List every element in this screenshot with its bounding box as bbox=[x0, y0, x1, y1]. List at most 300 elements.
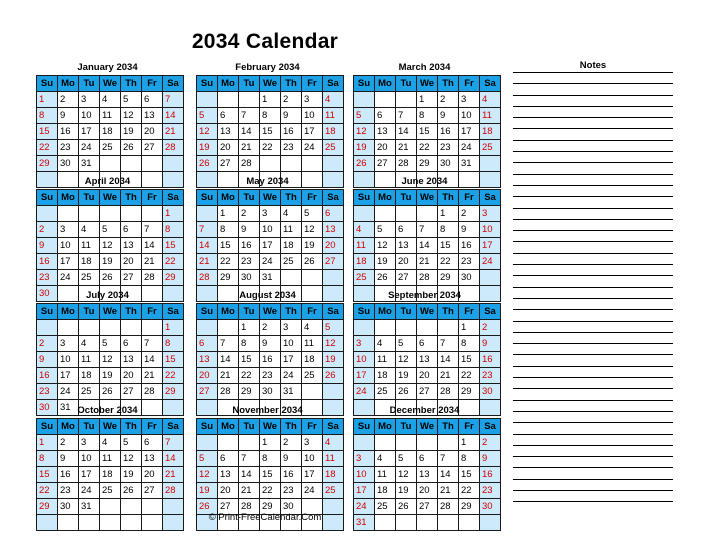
day-cell bbox=[197, 206, 218, 222]
day-cell: 24 bbox=[281, 368, 302, 384]
weekday-header: Tu bbox=[79, 419, 100, 435]
day-cell: 16 bbox=[480, 467, 501, 483]
month-calendar bbox=[196, 175, 339, 302]
day-cell: 20 bbox=[197, 368, 218, 384]
day-cell: 15 bbox=[37, 467, 58, 483]
day-cell: 2 bbox=[37, 336, 58, 352]
day-cell: 8 bbox=[218, 222, 239, 238]
month-calendar bbox=[36, 61, 179, 188]
day-cell: 10 bbox=[58, 238, 79, 254]
note-line bbox=[513, 423, 673, 434]
footer-credit: © Print-FreeCalendar.Com bbox=[208, 512, 322, 523]
day-cell: 14 bbox=[163, 108, 184, 124]
day-cell: 29 bbox=[417, 156, 438, 172]
day-cell: 22 bbox=[260, 483, 281, 499]
month-table bbox=[36, 189, 184, 302]
weekday-header: Su bbox=[354, 304, 375, 320]
day-cell: 8 bbox=[260, 108, 281, 124]
day-cell: 14 bbox=[239, 467, 260, 483]
day-cell: 19 bbox=[197, 140, 218, 156]
day-cell: 29 bbox=[239, 384, 260, 400]
weekday-header: Mo bbox=[375, 304, 396, 320]
weekday-header: Th bbox=[121, 76, 142, 92]
day-cell: 15 bbox=[260, 124, 281, 140]
day-cell: 8 bbox=[459, 336, 480, 352]
day-cell bbox=[354, 92, 375, 108]
week-row bbox=[354, 435, 501, 451]
day-cell: 9 bbox=[37, 352, 58, 368]
day-cell: 11 bbox=[79, 352, 100, 368]
month-calendar bbox=[36, 289, 179, 416]
week-row bbox=[197, 238, 344, 254]
day-cell: 1 bbox=[163, 206, 184, 222]
day-cell: 13 bbox=[396, 238, 417, 254]
weekday-header: Mo bbox=[218, 76, 239, 92]
day-cell bbox=[396, 320, 417, 336]
weekday-header: Th bbox=[121, 419, 142, 435]
day-cell: 5 bbox=[197, 451, 218, 467]
day-cell: 5 bbox=[354, 108, 375, 124]
week-row bbox=[37, 368, 184, 384]
weekday-header: Mo bbox=[58, 304, 79, 320]
day-cell: 12 bbox=[100, 238, 121, 254]
day-cell: 4 bbox=[79, 336, 100, 352]
day-cell: 19 bbox=[100, 368, 121, 384]
day-cell: 12 bbox=[396, 352, 417, 368]
weekday-header: Fr bbox=[142, 190, 163, 206]
day-cell: 8 bbox=[163, 222, 184, 238]
weekday-header: Fr bbox=[302, 190, 323, 206]
note-line bbox=[513, 107, 673, 118]
weekday-header-row bbox=[37, 76, 184, 92]
month-title: April 2034 bbox=[84, 176, 131, 187]
day-cell: 6 bbox=[375, 108, 396, 124]
day-cell: 26 bbox=[302, 254, 323, 270]
note-line bbox=[513, 175, 673, 186]
day-cell: 29 bbox=[218, 270, 239, 286]
day-cell: 26 bbox=[197, 156, 218, 172]
day-cell bbox=[417, 206, 438, 222]
month-calendar bbox=[196, 61, 339, 188]
month-title: August 2034 bbox=[239, 290, 296, 301]
day-cell bbox=[302, 156, 323, 172]
note-line bbox=[513, 389, 673, 400]
note-line bbox=[513, 186, 673, 197]
day-cell: 25 bbox=[79, 384, 100, 400]
day-cell: 9 bbox=[459, 222, 480, 238]
day-cell: 23 bbox=[281, 483, 302, 499]
day-cell: 5 bbox=[121, 92, 142, 108]
day-cell: 11 bbox=[480, 108, 501, 124]
day-cell: 1 bbox=[459, 435, 480, 451]
day-cell: 11 bbox=[375, 467, 396, 483]
note-line bbox=[513, 480, 673, 491]
day-cell: 30 bbox=[480, 499, 501, 515]
weekday-header: Fr bbox=[459, 76, 480, 92]
day-cell: 2 bbox=[438, 92, 459, 108]
day-cell: 2 bbox=[239, 206, 260, 222]
day-cell: 21 bbox=[438, 368, 459, 384]
day-cell: 29 bbox=[163, 270, 184, 286]
day-cell: 20 bbox=[323, 238, 344, 254]
weekday-header-row bbox=[37, 190, 184, 206]
day-cell: 12 bbox=[396, 467, 417, 483]
day-cell: 11 bbox=[323, 451, 344, 467]
weekday-header: Th bbox=[438, 190, 459, 206]
weekday-header: Tu bbox=[396, 190, 417, 206]
day-cell: 7 bbox=[163, 435, 184, 451]
week-row bbox=[197, 254, 344, 270]
day-cell: 19 bbox=[197, 483, 218, 499]
notes-title: Notes bbox=[513, 60, 673, 73]
day-cell: 6 bbox=[218, 108, 239, 124]
day-cell: 2 bbox=[281, 92, 302, 108]
day-cell: 23 bbox=[480, 368, 501, 384]
day-cell bbox=[197, 92, 218, 108]
day-cell: 14 bbox=[218, 352, 239, 368]
day-cell: 6 bbox=[323, 206, 344, 222]
day-cell: 23 bbox=[37, 384, 58, 400]
note-line bbox=[513, 96, 673, 107]
day-cell: 24 bbox=[459, 140, 480, 156]
month-title: February 2034 bbox=[235, 62, 300, 73]
day-cell: 18 bbox=[375, 368, 396, 384]
week-row bbox=[197, 435, 344, 451]
day-cell: 13 bbox=[417, 352, 438, 368]
day-cell: 28 bbox=[197, 270, 218, 286]
day-cell: 19 bbox=[354, 140, 375, 156]
day-cell: 31 bbox=[354, 515, 375, 531]
day-cell: 2 bbox=[58, 435, 79, 451]
weekday-header: Sa bbox=[323, 76, 344, 92]
day-cell: 14 bbox=[239, 124, 260, 140]
day-cell: 9 bbox=[281, 108, 302, 124]
day-cell: 31 bbox=[260, 270, 281, 286]
day-cell: 2 bbox=[260, 320, 281, 336]
day-cell: 29 bbox=[163, 384, 184, 400]
day-cell: 6 bbox=[218, 451, 239, 467]
weekday-header: Mo bbox=[218, 190, 239, 206]
week-row bbox=[37, 108, 184, 124]
day-cell: 7 bbox=[142, 222, 163, 238]
weekday-header: Th bbox=[438, 304, 459, 320]
day-cell: 6 bbox=[396, 222, 417, 238]
day-cell bbox=[396, 206, 417, 222]
weekday-header: Sa bbox=[480, 76, 501, 92]
day-cell: 17 bbox=[79, 467, 100, 483]
day-cell: 30 bbox=[37, 400, 58, 416]
day-cell: 28 bbox=[163, 483, 184, 499]
day-cell: 21 bbox=[142, 254, 163, 270]
note-line bbox=[513, 457, 673, 468]
day-cell: 31 bbox=[79, 499, 100, 515]
month-table bbox=[36, 303, 184, 416]
week-row bbox=[354, 270, 501, 286]
week-row bbox=[354, 483, 501, 499]
weekday-header: Sa bbox=[163, 190, 184, 206]
day-cell: 3 bbox=[354, 451, 375, 467]
day-cell: 3 bbox=[302, 92, 323, 108]
week-row bbox=[197, 483, 344, 499]
day-cell: 4 bbox=[480, 92, 501, 108]
day-cell: 8 bbox=[37, 451, 58, 467]
week-row bbox=[197, 270, 344, 286]
day-cell: 1 bbox=[37, 435, 58, 451]
week-row bbox=[354, 108, 501, 124]
weekday-header: Tu bbox=[396, 304, 417, 320]
note-line bbox=[513, 276, 673, 287]
day-cell bbox=[100, 206, 121, 222]
day-cell: 9 bbox=[480, 451, 501, 467]
note-line bbox=[513, 333, 673, 344]
day-cell: 25 bbox=[281, 254, 302, 270]
week-row bbox=[197, 467, 344, 483]
weekday-header: We bbox=[260, 304, 281, 320]
day-cell: 14 bbox=[438, 467, 459, 483]
week-row bbox=[37, 483, 184, 499]
month-calendar bbox=[353, 175, 496, 302]
weekday-header: Tu bbox=[239, 190, 260, 206]
note-line bbox=[513, 254, 673, 265]
day-cell: 20 bbox=[218, 483, 239, 499]
day-cell: 18 bbox=[354, 254, 375, 270]
day-cell: 5 bbox=[396, 451, 417, 467]
day-cell: 30 bbox=[239, 270, 260, 286]
day-cell: 30 bbox=[459, 270, 480, 286]
day-cell: 8 bbox=[163, 336, 184, 352]
weekday-header-row bbox=[197, 76, 344, 92]
day-cell: 6 bbox=[121, 222, 142, 238]
day-cell: 10 bbox=[281, 336, 302, 352]
day-cell: 22 bbox=[459, 368, 480, 384]
day-cell: 27 bbox=[121, 384, 142, 400]
day-cell: 29 bbox=[459, 499, 480, 515]
month-calendar bbox=[353, 61, 496, 188]
day-cell: 16 bbox=[438, 124, 459, 140]
day-cell: 30 bbox=[281, 499, 302, 515]
day-cell: 7 bbox=[417, 222, 438, 238]
weekday-header-row bbox=[354, 190, 501, 206]
week-row bbox=[37, 435, 184, 451]
weekday-header: Fr bbox=[142, 304, 163, 320]
day-cell bbox=[354, 320, 375, 336]
day-cell: 29 bbox=[459, 384, 480, 400]
day-cell: 7 bbox=[239, 108, 260, 124]
week-row bbox=[197, 124, 344, 140]
week-row bbox=[37, 270, 184, 286]
week-row bbox=[197, 222, 344, 238]
day-cell: 26 bbox=[354, 156, 375, 172]
note-line bbox=[513, 231, 673, 242]
day-cell: 5 bbox=[100, 336, 121, 352]
day-cell bbox=[163, 156, 184, 172]
day-cell: 21 bbox=[438, 483, 459, 499]
week-row bbox=[354, 368, 501, 384]
week-row bbox=[197, 92, 344, 108]
day-cell: 5 bbox=[375, 222, 396, 238]
day-cell: 20 bbox=[142, 124, 163, 140]
day-cell: 26 bbox=[121, 483, 142, 499]
day-cell: 9 bbox=[438, 108, 459, 124]
day-cell: 6 bbox=[417, 451, 438, 467]
weekday-header: Tu bbox=[79, 190, 100, 206]
month-table bbox=[353, 303, 501, 416]
day-cell: 23 bbox=[58, 483, 79, 499]
day-cell bbox=[281, 270, 302, 286]
day-cell: 12 bbox=[197, 467, 218, 483]
day-cell: 1 bbox=[239, 320, 260, 336]
day-cell: 15 bbox=[163, 238, 184, 254]
day-cell: 17 bbox=[354, 368, 375, 384]
day-cell: 21 bbox=[218, 368, 239, 384]
note-line bbox=[513, 73, 673, 84]
day-cell: 22 bbox=[417, 140, 438, 156]
day-cell: 25 bbox=[302, 368, 323, 384]
week-row bbox=[197, 336, 344, 352]
day-cell: 19 bbox=[121, 467, 142, 483]
note-line bbox=[513, 355, 673, 366]
day-cell: 15 bbox=[438, 238, 459, 254]
day-cell: 14 bbox=[142, 352, 163, 368]
day-cell: 16 bbox=[239, 238, 260, 254]
day-cell: 27 bbox=[375, 156, 396, 172]
day-cell: 7 bbox=[163, 92, 184, 108]
day-cell: 16 bbox=[480, 352, 501, 368]
day-cell bbox=[37, 206, 58, 222]
day-cell: 27 bbox=[396, 270, 417, 286]
day-cell: 3 bbox=[79, 435, 100, 451]
day-cell: 3 bbox=[58, 336, 79, 352]
day-cell: 20 bbox=[218, 140, 239, 156]
day-cell bbox=[142, 320, 163, 336]
day-cell: 3 bbox=[354, 336, 375, 352]
weekday-header: Tu bbox=[79, 304, 100, 320]
week-row bbox=[197, 320, 344, 336]
day-cell: 23 bbox=[459, 254, 480, 270]
day-cell: 26 bbox=[100, 270, 121, 286]
note-line bbox=[513, 118, 673, 129]
day-cell: 28 bbox=[438, 499, 459, 515]
day-cell bbox=[218, 435, 239, 451]
day-cell: 31 bbox=[79, 156, 100, 172]
day-cell: 18 bbox=[79, 368, 100, 384]
day-cell: 1 bbox=[218, 206, 239, 222]
week-row bbox=[37, 320, 184, 336]
day-cell: 12 bbox=[121, 451, 142, 467]
day-cell: 20 bbox=[121, 368, 142, 384]
month-title: May 2034 bbox=[246, 176, 289, 187]
day-cell: 3 bbox=[281, 320, 302, 336]
weekday-header: Su bbox=[354, 76, 375, 92]
day-cell: 30 bbox=[438, 156, 459, 172]
month-table bbox=[196, 303, 344, 416]
day-cell: 28 bbox=[142, 384, 163, 400]
day-cell: 11 bbox=[79, 238, 100, 254]
day-cell: 24 bbox=[354, 384, 375, 400]
week-row bbox=[354, 124, 501, 140]
weekday-header: Sa bbox=[323, 304, 344, 320]
day-cell: 26 bbox=[323, 368, 344, 384]
note-line bbox=[513, 209, 673, 220]
day-cell: 21 bbox=[163, 467, 184, 483]
day-cell: 15 bbox=[218, 238, 239, 254]
day-cell: 22 bbox=[163, 368, 184, 384]
weekday-header: Su bbox=[197, 76, 218, 92]
day-cell: 11 bbox=[323, 108, 344, 124]
day-cell: 14 bbox=[163, 451, 184, 467]
day-cell: 16 bbox=[58, 124, 79, 140]
day-cell: 2 bbox=[281, 435, 302, 451]
day-cell: 10 bbox=[459, 108, 480, 124]
weekday-header: Sa bbox=[323, 419, 344, 435]
day-cell: 29 bbox=[438, 270, 459, 286]
day-cell: 7 bbox=[218, 336, 239, 352]
day-cell: 9 bbox=[239, 222, 260, 238]
weekday-header: Mo bbox=[218, 304, 239, 320]
weekday-header: Th bbox=[281, 419, 302, 435]
day-cell bbox=[302, 270, 323, 286]
day-cell: 15 bbox=[239, 352, 260, 368]
note-line bbox=[513, 367, 673, 378]
day-cell: 1 bbox=[260, 435, 281, 451]
day-cell: 17 bbox=[260, 238, 281, 254]
day-cell: 23 bbox=[281, 140, 302, 156]
weekday-header: Sa bbox=[480, 304, 501, 320]
day-cell: 21 bbox=[142, 368, 163, 384]
day-cell: 9 bbox=[58, 108, 79, 124]
week-row bbox=[197, 384, 344, 400]
note-line bbox=[513, 310, 673, 321]
weekday-header: Su bbox=[354, 190, 375, 206]
weekday-header: Fr bbox=[142, 419, 163, 435]
day-cell: 26 bbox=[396, 499, 417, 515]
day-cell: 23 bbox=[37, 270, 58, 286]
day-cell: 2 bbox=[37, 222, 58, 238]
weekday-header: Mo bbox=[375, 419, 396, 435]
weekday-header: Fr bbox=[302, 76, 323, 92]
day-cell: 26 bbox=[100, 384, 121, 400]
day-cell: 8 bbox=[37, 108, 58, 124]
day-cell: 29 bbox=[37, 156, 58, 172]
weekday-header: Tu bbox=[396, 419, 417, 435]
week-row bbox=[197, 368, 344, 384]
day-cell: 10 bbox=[260, 222, 281, 238]
week-row bbox=[37, 352, 184, 368]
day-cell: 28 bbox=[163, 140, 184, 156]
day-cell: 30 bbox=[37, 286, 58, 302]
day-cell: 9 bbox=[37, 238, 58, 254]
month-title: July 2034 bbox=[86, 290, 129, 301]
day-cell: 29 bbox=[260, 499, 281, 515]
day-cell: 24 bbox=[58, 270, 79, 286]
day-cell: 30 bbox=[260, 384, 281, 400]
day-cell: 19 bbox=[396, 483, 417, 499]
month-title: December 2034 bbox=[389, 405, 460, 416]
month-table bbox=[353, 75, 501, 188]
weekday-header: Su bbox=[37, 419, 58, 435]
day-cell: 24 bbox=[354, 499, 375, 515]
weekday-header-row bbox=[354, 304, 501, 320]
day-cell: 25 bbox=[79, 270, 100, 286]
day-cell bbox=[281, 156, 302, 172]
day-cell: 28 bbox=[396, 156, 417, 172]
day-cell: 8 bbox=[459, 451, 480, 467]
week-row bbox=[37, 124, 184, 140]
day-cell: 28 bbox=[417, 270, 438, 286]
day-cell: 11 bbox=[100, 108, 121, 124]
weekday-header: Fr bbox=[142, 76, 163, 92]
weekday-header: Fr bbox=[302, 304, 323, 320]
